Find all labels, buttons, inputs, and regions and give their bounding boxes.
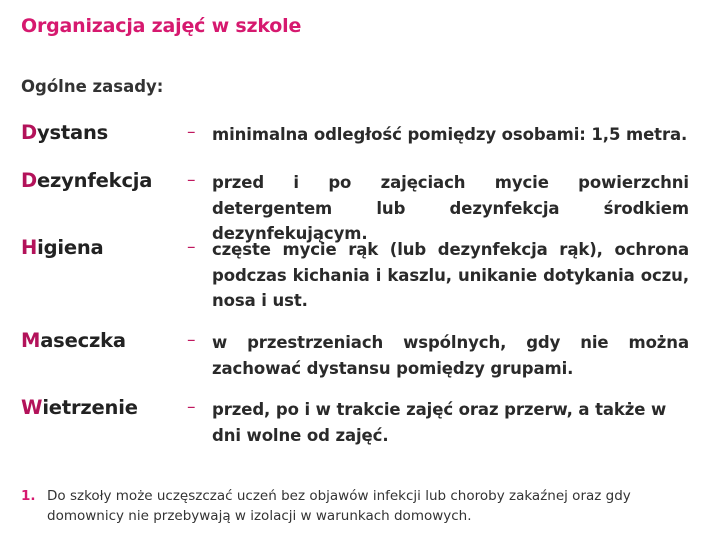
footnote-text: Do szkoły może uczęszczać uczeń bez objawów infekcji lub choroby zakaźnej oraz gdy domownicy nie przebywają w izolacji w warunkach domowych. <box>47 488 631 524</box>
rule-dystans <box>21 121 691 149</box>
rule-description: przed, po i w trakcie zajęć oraz przerw, a także w dni wolne od zajęć. <box>212 400 667 445</box>
rule-description: przed i po zajęciach mycie powierzchni detergentem lub dezynfekcja środkiem dezynfekującym. <box>212 173 689 243</box>
term-initial: W <box>21 396 43 419</box>
rule-dash: – <box>187 122 196 142</box>
term-rest: ietrzenie <box>42 396 138 419</box>
rule-description: częste mycie rąk (lub dezynfekcja rąk), ochrona podczas kichania i kaszlu, unikanie dotykania oczu, nosa i ust. <box>212 240 689 310</box>
page-title: Organizacja zajęć w szkole <box>21 15 302 37</box>
term-rest: igiena <box>37 236 104 259</box>
term-rest: ezynfekcja <box>37 169 153 192</box>
rule-term <box>21 329 126 352</box>
rule-description: minimalna odległość pomiędzy osobami: 1,5 metra. <box>212 125 688 144</box>
rule-description: w przestrzeniach wspólnych, gdy nie można zachować dystansu pomiędzy grupami. <box>212 333 689 378</box>
term-initial: M <box>21 329 41 352</box>
rule-higiena <box>21 236 691 314</box>
term-rest: aseczka <box>40 329 126 352</box>
general-rules-heading: Ogólne zasady: <box>21 77 164 96</box>
term-initial: H <box>21 236 38 259</box>
rule-dash: – <box>187 330 196 350</box>
rule-maseczka <box>21 329 691 381</box>
rule-term <box>21 169 152 192</box>
rule-wietrzenie <box>21 396 691 448</box>
rule-term <box>21 396 138 419</box>
term-rest: ystans <box>37 121 109 144</box>
term-initial: D <box>21 121 37 144</box>
rule-dash: – <box>187 237 196 257</box>
rule-dash: – <box>187 170 196 190</box>
rule-dash: – <box>187 397 196 417</box>
term-initial: D <box>21 169 37 192</box>
rule-term <box>21 121 108 144</box>
rule-dezynfekcja <box>21 169 691 243</box>
footnote-number: 1. <box>21 488 36 504</box>
rule-term <box>21 236 104 259</box>
